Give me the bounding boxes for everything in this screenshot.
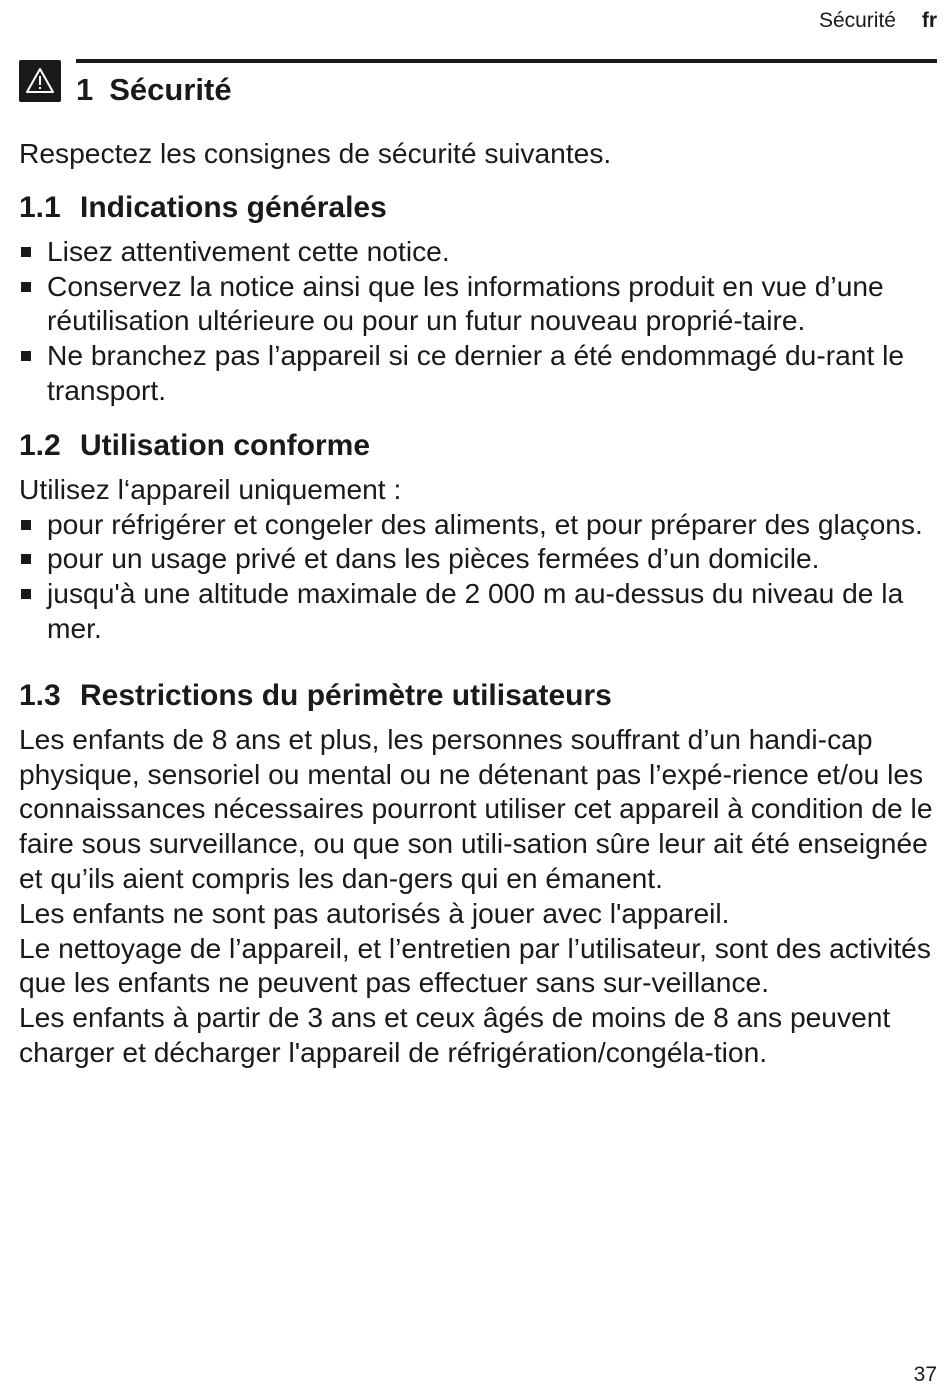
- paragraph: Les enfants de 8 ans et plus, les personnes souffrant d’un handi-cap physique, sensoriel ou mental ou ne détenant pas l’expé-rience et/ou les connaissances nécessaires pourront utiliser cet appareil à condition de le faire sous surveillance, ou que son utili-sation sûre leur ait été enseignée et qu’ils aient compris les dan-gers qui en émanent.: [19, 722, 933, 894]
- list-item: pour réfrigérer et congeler des aliments, et pour préparer des glaçons.: [19, 507, 937, 542]
- list-item: pour un usage privé et dans les pièces fermées d’un domicile.: [19, 541, 937, 576]
- page-number: 37: [913, 1363, 937, 1386]
- page-content: [19, 136, 937, 1070]
- list-item: Lisez attentivement cette notice.: [19, 234, 937, 269]
- section-title: Utilisation conforme: [80, 428, 371, 462]
- section-heading-1-2: [19, 428, 937, 464]
- paragraph: Les enfants à partir de 3 ans et ceux âgés de moins de 8 ans peuvent charger et décharger l'appareil de réfrigération/congéla-tion.: [19, 1001, 891, 1068]
- header-rule: [76, 59, 937, 63]
- paragraph: Le nettoyage de l’appareil, et l’entretien par l’utilisateur, sont des activités que les enfants ne peuvent pas effectuer sans sur-veillance.: [19, 931, 931, 999]
- warning-triangle-icon: [19, 60, 61, 102]
- bullet-list-intended-use: [19, 507, 937, 646]
- section-number: 1.2: [19, 428, 61, 462]
- paragraph: Les enfants ne sont pas autorisés à jouer avec l'appareil.: [19, 896, 730, 929]
- running-header-language: fr: [921, 9, 937, 32]
- section-heading-1-3: [19, 678, 937, 714]
- section-title: Indications générales: [80, 190, 387, 224]
- chapter-title-text: Sécurité: [109, 72, 232, 107]
- chapter-title: [76, 72, 232, 108]
- list-item: Conservez la notice ainsi que les informations produit en vue d’une réutilisation ultérieure ou pour un futur nouveau proprié-taire.: [19, 269, 937, 339]
- section-heading-1-1: [19, 190, 937, 226]
- bullet-list-general: [19, 234, 937, 408]
- section-number: 1.3: [19, 678, 61, 712]
- section-title: Restrictions du périmètre utilisateurs: [80, 678, 612, 712]
- chapter-number: 1: [76, 72, 94, 107]
- running-header-section: Sécurité: [818, 9, 896, 32]
- running-header: [819, 9, 937, 33]
- section-lead: Utilisez l‘appareil uniquement :: [19, 472, 402, 505]
- list-item: Ne branchez pas l’appareil si ce dernier a été endommagé du-rant le transport.: [19, 338, 937, 408]
- intro-text: Respectez les consignes de sécurité suivantes.: [19, 137, 612, 169]
- list-item: jusqu'à une altitude maximale de 2 000 m au-dessus du niveau de la mer.: [19, 576, 937, 646]
- section-number: 1.1: [19, 190, 61, 224]
